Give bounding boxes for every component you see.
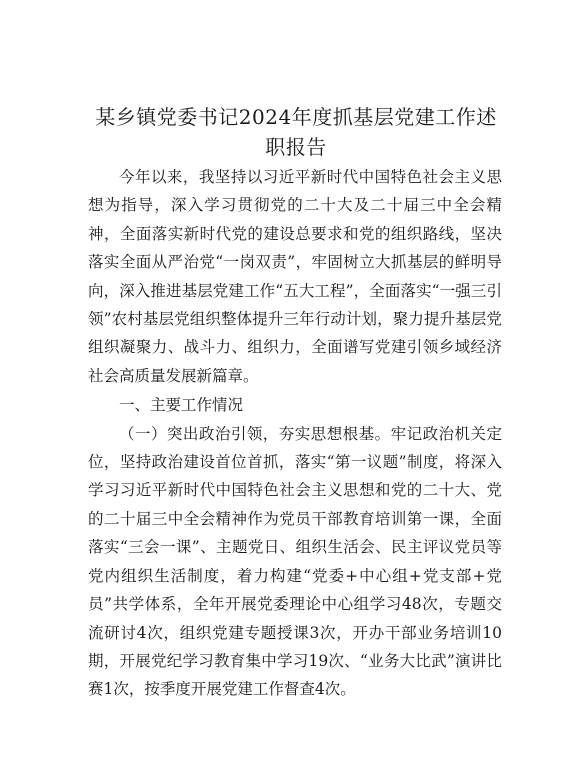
intro-paragraph: 今年以来，我坚持以习近平新时代中国特色社会主义思想为指导，深入学习贯彻党的二十大及二十届三中全会精神，全面落实新时代党的建设总要求和党的组织路线，坚决落实全面从严治党“一岗双责”，牢固树立大抓基层的鲜明导向，深入推进基层党建工作“五大工程”，全面落实“一强三引领”农村基层党组织整体提升三年行动计划，聚力提升基层党组织凝聚力、战斗力、组织力，全面谱写党建引领乡域经济社会高质量发展新篇章。 [88,168,502,385]
section-heading: 一、主要工作情况 [119,396,244,415]
section-paragraph: （一）突出政治引领，夯实思想根基。牢记政治机关定位，坚持政治建设首位首抓，落实“第一议题”制度，将深入学习习近平新时代中国特色社会主义思想和党的二十大、党的二十届三中全会精神作为党员干部教育培训第一课，全面落实“三会一课”、主题党日、组织生活会、民主评议党员等党内组织生活制度，着力构建“党委+中心组+党支部+党员”共学体系，全年开展党委理论中心组学习48次，专题交流研讨4次，组织党建专题授课3次，开办干部业务培训10期，开展党纪学习教育集中学习19次、“业务大比武”演讲比赛1次，按季度开展党建工作督查4次。 [88,424,502,699]
document-title: 某乡镇党委书记2024年度抓基层党建工作述职报告 [95,105,497,159]
document-body [88,163,502,704]
